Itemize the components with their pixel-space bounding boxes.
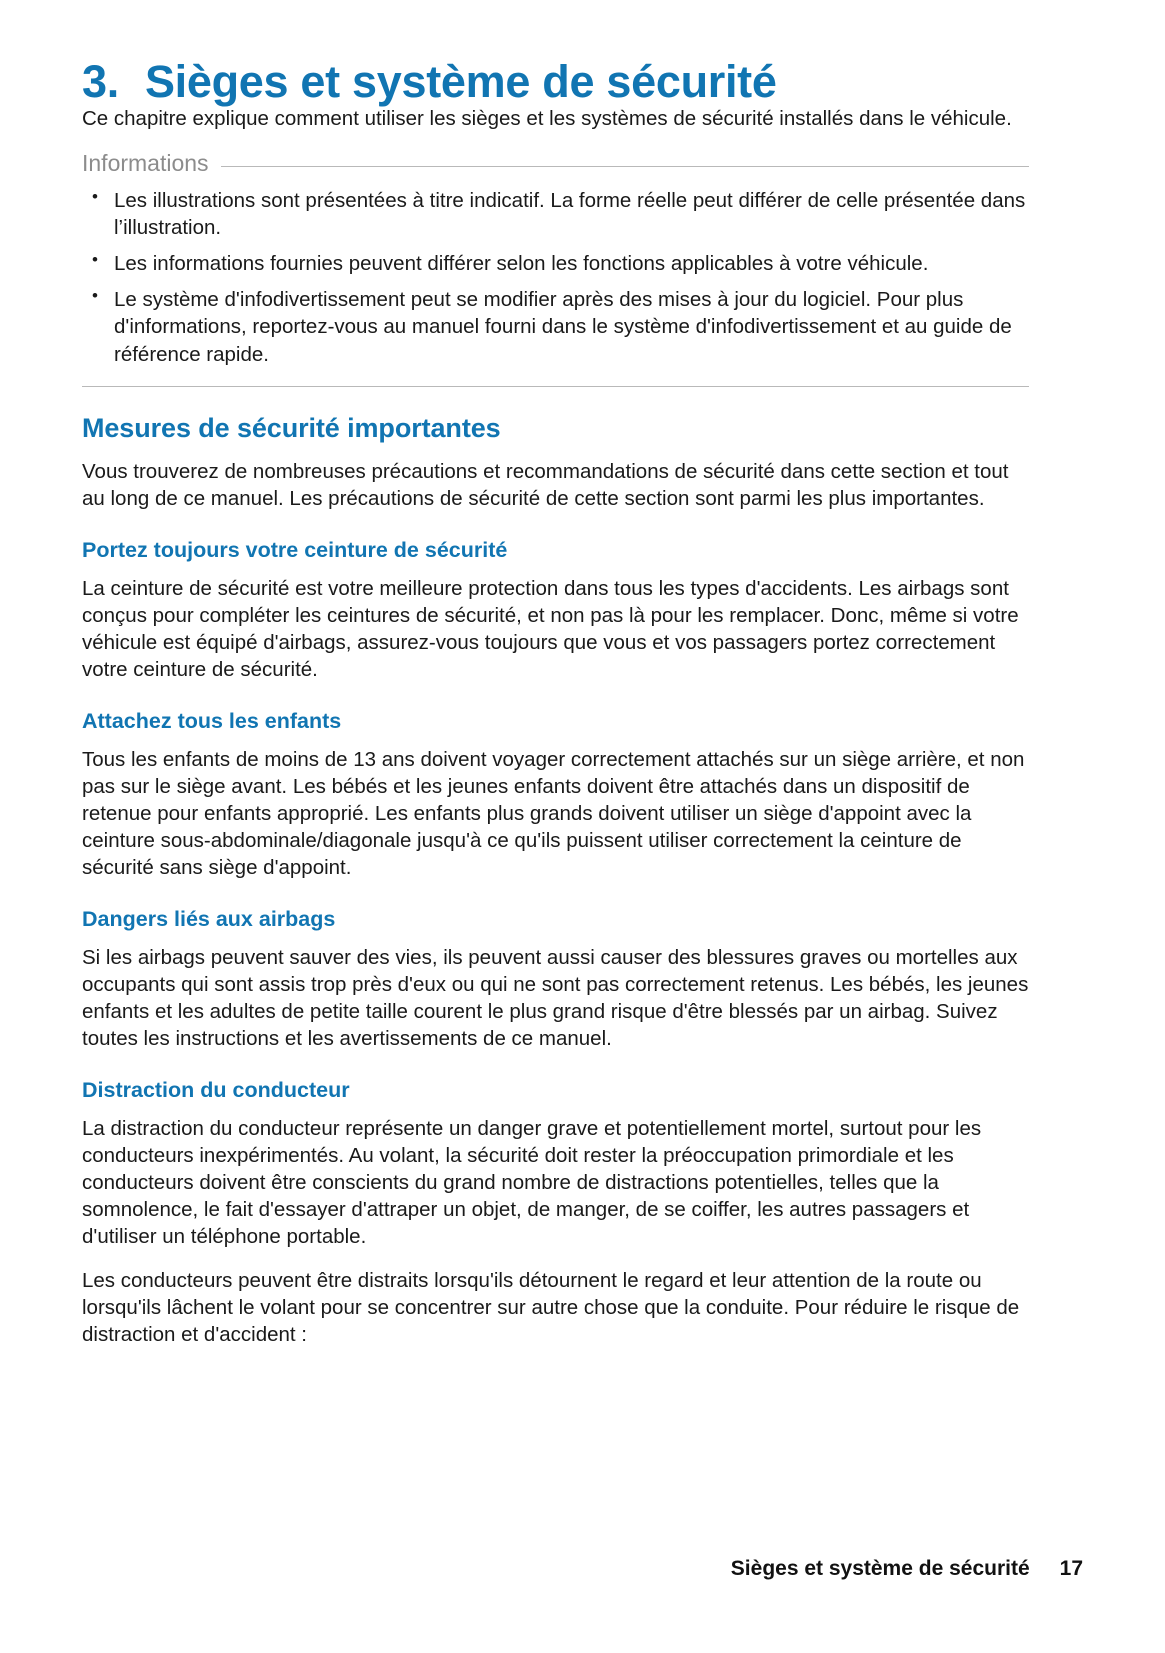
section-heading-important-safety: Mesures de sécurité importantes xyxy=(82,412,501,443)
subsection-heading-driver-distraction: Distraction du conducteur xyxy=(82,1077,350,1102)
informations-heading-label: Informations xyxy=(82,150,209,177)
subsection-paragraph-airbag-dangers: Si les airbags peuvent sauver des vies, ils peuvent aussi causer des blessures graves ou mortelles aux occupants qui sont assis trop près d'eux ou qui ne sont pas correctement retenus. Les bébés, les jeunes enfants et les adultes de petite taille courent le plus grand risque d'être blessés par un airbag. Suivez toutes les instructions et les avertissements de ce manuel. xyxy=(82,945,1029,1050)
informations-block xyxy=(82,152,1029,386)
list-item: • Les illustrations sont présentées à titre indicatif. La forme réelle peut différer de celle présentée dans l’illustration. xyxy=(82,187,1029,241)
subsection-heading-children: Attachez tous les enfants xyxy=(82,708,342,733)
subsection-paragraph-seatbelt: La ceinture de sécurité est votre meilleure protection dans tous les types d'accidents. Les airbags sont conçus pour compléter les ceintures de sécurité, et non pas là pour les remplacer. Donc, même si votre véhicule est équipé d'airbags, assurez-vous toujours que vous et vos passagers portez correctement votre ceinture de sécurité. xyxy=(82,576,1019,681)
subsection-heading-airbag-dangers: Dangers liés aux airbags xyxy=(82,906,336,931)
page-content xyxy=(82,0,1029,1348)
informations-heading-rule xyxy=(221,166,1029,167)
footer-chapter-name: Sièges et système de sécurité xyxy=(730,1557,1030,1580)
chapter-intro-paragraph: Ce chapitre explique comment utiliser les sièges et les systèmes de sécurité installés dans le véhicule. xyxy=(82,107,1012,131)
list-item: • Le système d'infodivertissement peut se modifier après des mises à jour du logiciel. Pour plus d'informations, reportez-vous au manuel fourni dans le système d'infodivertissement et au guide de référence rapide. xyxy=(82,286,1029,367)
list-item: • Les informations fournies peuvent différer selon les fonctions applicables à votre véhicule. xyxy=(82,250,1029,277)
subsection-heading-seatbelt: Portez toujours votre ceinture de sécurité xyxy=(82,537,508,562)
subsection-paragraph-driver-distraction-2: Les conducteurs peuvent être distraits lorsqu'ils détournent le regard et leur attention de la route ou lorsqu'ils lâchent le volant pour se concentrer sur autre chose que la conduite. Pour réduire le risque de distraction et d'accident : xyxy=(82,1268,1020,1346)
page-title xyxy=(82,0,1029,105)
section-intro-paragraph: Vous trouverez de nombreuses précautions et recommandations de sécurité dans cette section et tout au long de ce manuel. Les précautions de sécurité de cette section sont parmi les plus importantes. xyxy=(82,459,1009,510)
chapter-number: 3. xyxy=(82,56,119,107)
informations-list xyxy=(82,187,1029,367)
footer-page-number: 17 xyxy=(1059,1557,1083,1580)
subsection-paragraph-children: Tous les enfants de moins de 13 ans doivent voyager correctement attachés sur un siège arrière, et non pas sur le siège avant. Les bébés et les jeunes enfants doivent être attachés dans un dispositif de retenue pour enfants approprié. Les enfants plus grands doivent utiliser un siège d'appoint avec la ceinture sous-abdominale/diagonale jusqu'à ce qu'ils puissent utiliser correctement la ceinture de sécurité sans siège d'appoint. xyxy=(82,747,1025,879)
subsection-paragraph-driver-distraction-1: La distraction du conducteur représente un danger grave et potentiellement mortel, surtout pour les conducteurs inexpérimentés. Au volant, la sécurité doit rester la préoccupation primordiale et les conducteurs doivent être conscients du grand nombre de distractions potentielles, telles que la somnolence, le fait d'essayer d'attraper un objet, de manger, de se coiffer, les autres passagers et d'utiliser un téléphone portable. xyxy=(82,1116,982,1248)
chapter-title-text: Sièges et système de sécurité xyxy=(144,56,777,107)
informations-heading xyxy=(82,152,1029,175)
page-footer xyxy=(82,1557,1083,1581)
